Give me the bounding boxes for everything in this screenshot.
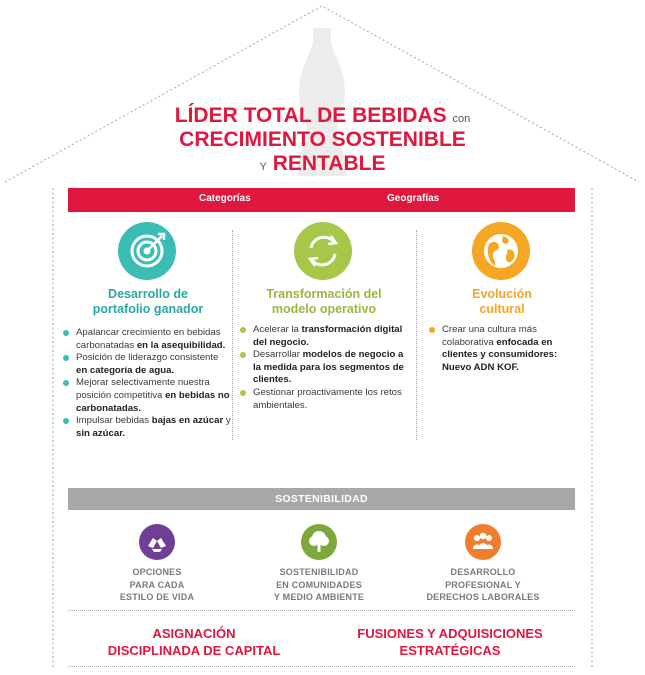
column-heading-operating-model — [245, 287, 403, 317]
heading-line: Desarrollo de — [108, 287, 188, 301]
pillar-line: DESARROLLO — [450, 567, 516, 577]
cycle-arrows-icon — [294, 222, 352, 280]
pillar-line: EN COMUNIDADES — [276, 579, 362, 590]
heading-line: modelo operativo — [271, 302, 377, 316]
sustainability-label: SOSTENIBILIDAD — [275, 493, 368, 505]
bullet-dot — [63, 380, 69, 386]
column-heading-culture — [440, 287, 564, 317]
list-item — [239, 349, 411, 387]
heading-line: Evolución — [472, 287, 532, 301]
pillar-line: PROFESIONAL Y — [445, 579, 521, 590]
title-line2-text: CRECIMIENTO SOSTENIBLE — [179, 128, 466, 151]
people-icon — [465, 524, 501, 560]
list-item — [239, 387, 411, 412]
bullet-dot — [429, 327, 435, 333]
bullet-text: Desarrollar — [253, 349, 303, 361]
bullet-text: y — [223, 415, 231, 427]
heading-line: portafolio ganador — [92, 302, 204, 316]
operating-model-bullets — [239, 324, 411, 412]
hands-icon — [139, 524, 175, 560]
list-item — [62, 415, 232, 440]
pillar-line: SOSTENIBILIDAD — [279, 567, 359, 577]
tree-icon — [301, 524, 337, 560]
bullet-bold: bajas en azúcar — [151, 415, 224, 427]
geographies-label: Geografías — [387, 193, 440, 204]
divider-line — [68, 666, 575, 667]
heading-line: Transformación del — [266, 287, 382, 301]
sustainability-bar — [68, 488, 575, 510]
bullet-text: Mejorar selectivamente nuestra posición competitiva — [76, 377, 210, 401]
bullet-dot — [240, 390, 246, 396]
bullet-text: Impulsar bebidas — [76, 415, 152, 427]
target-icon — [118, 222, 176, 280]
list-item — [428, 324, 578, 374]
column-heading-portfolio — [70, 287, 226, 317]
bullet-dot — [240, 327, 246, 333]
bottom-line: ASIGNACIÓN — [152, 626, 236, 641]
heading-line: cultural — [479, 302, 525, 316]
bullet-text: Gestionar proactivamente los retos ambientales. — [253, 386, 402, 411]
categories-geographies-bar — [68, 188, 575, 212]
bottom-line: DISCIPLINADA DE CAPITAL — [107, 643, 281, 658]
main-title — [0, 104, 645, 131]
bullet-bold: enfocada en clientes y consumidores: Nuevo ADN KOF. — [442, 336, 558, 373]
bullet-dot — [63, 330, 69, 336]
bullet-bold: modelos de negocio a la medida para los segmentos de clientes. — [253, 349, 404, 386]
bullet-dot — [63, 355, 69, 361]
portfolio-bullets — [62, 327, 232, 440]
pillar-line: Y MEDIO AMBIENTE — [273, 592, 365, 602]
bullet-text: Crear una cultura más colaborativa — [442, 324, 537, 348]
title-connector-con: con — [452, 113, 471, 125]
categories-label: Categorías — [199, 193, 251, 204]
bullet-text: Acelerar la — [253, 324, 302, 335]
culture-bullets — [428, 324, 578, 374]
title-line3 — [0, 152, 645, 179]
pillar-labor — [410, 566, 556, 604]
title-line2 — [0, 128, 645, 152]
divider-line — [68, 610, 575, 611]
pillar-line: PARA CADA — [129, 579, 185, 590]
mergers-acquisitions — [330, 625, 570, 659]
bottom-line: ESTRATÉGICAS — [399, 643, 501, 658]
pillar-community — [252, 566, 386, 604]
bullet-text: Apalancar crecimiento en bebidas carbonatadas — [76, 327, 221, 351]
column-divider — [416, 230, 417, 440]
bottom-line: FUSIONES Y ADQUISICIONES — [357, 626, 543, 641]
pillar-lifestyle — [90, 566, 224, 604]
list-item — [239, 324, 411, 349]
pillar-line: OPCIONES — [132, 567, 182, 577]
title-line1: LÍDER TOTAL DE BEBIDAS — [174, 104, 447, 127]
globe-icon — [472, 222, 530, 280]
bullet-bold: en bebidas no carbonatadas. — [76, 389, 230, 414]
bullet-bold: transformación digital del negocio. — [253, 324, 403, 348]
title-connector-y: Y — [259, 161, 267, 173]
bullet-bold: en categoría de agua. — [76, 364, 175, 376]
bullet-dot — [240, 352, 246, 358]
bullet-bold: sin azúcar. — [76, 427, 126, 439]
pillar-line: DERECHOS LABORALES — [426, 592, 540, 602]
bullet-dot — [63, 418, 69, 424]
list-item — [62, 352, 232, 377]
bullet-bold: en la asequibilidad. — [136, 339, 226, 351]
pillar-line: ESTILO DE VIDA — [119, 592, 195, 602]
title-line3-text: RENTABLE — [272, 152, 386, 175]
list-item — [62, 377, 232, 415]
capital-allocation — [74, 625, 314, 659]
list-item — [62, 327, 232, 352]
column-divider — [232, 230, 233, 440]
bullet-text: Posición de liderazgo consistente — [76, 352, 219, 364]
